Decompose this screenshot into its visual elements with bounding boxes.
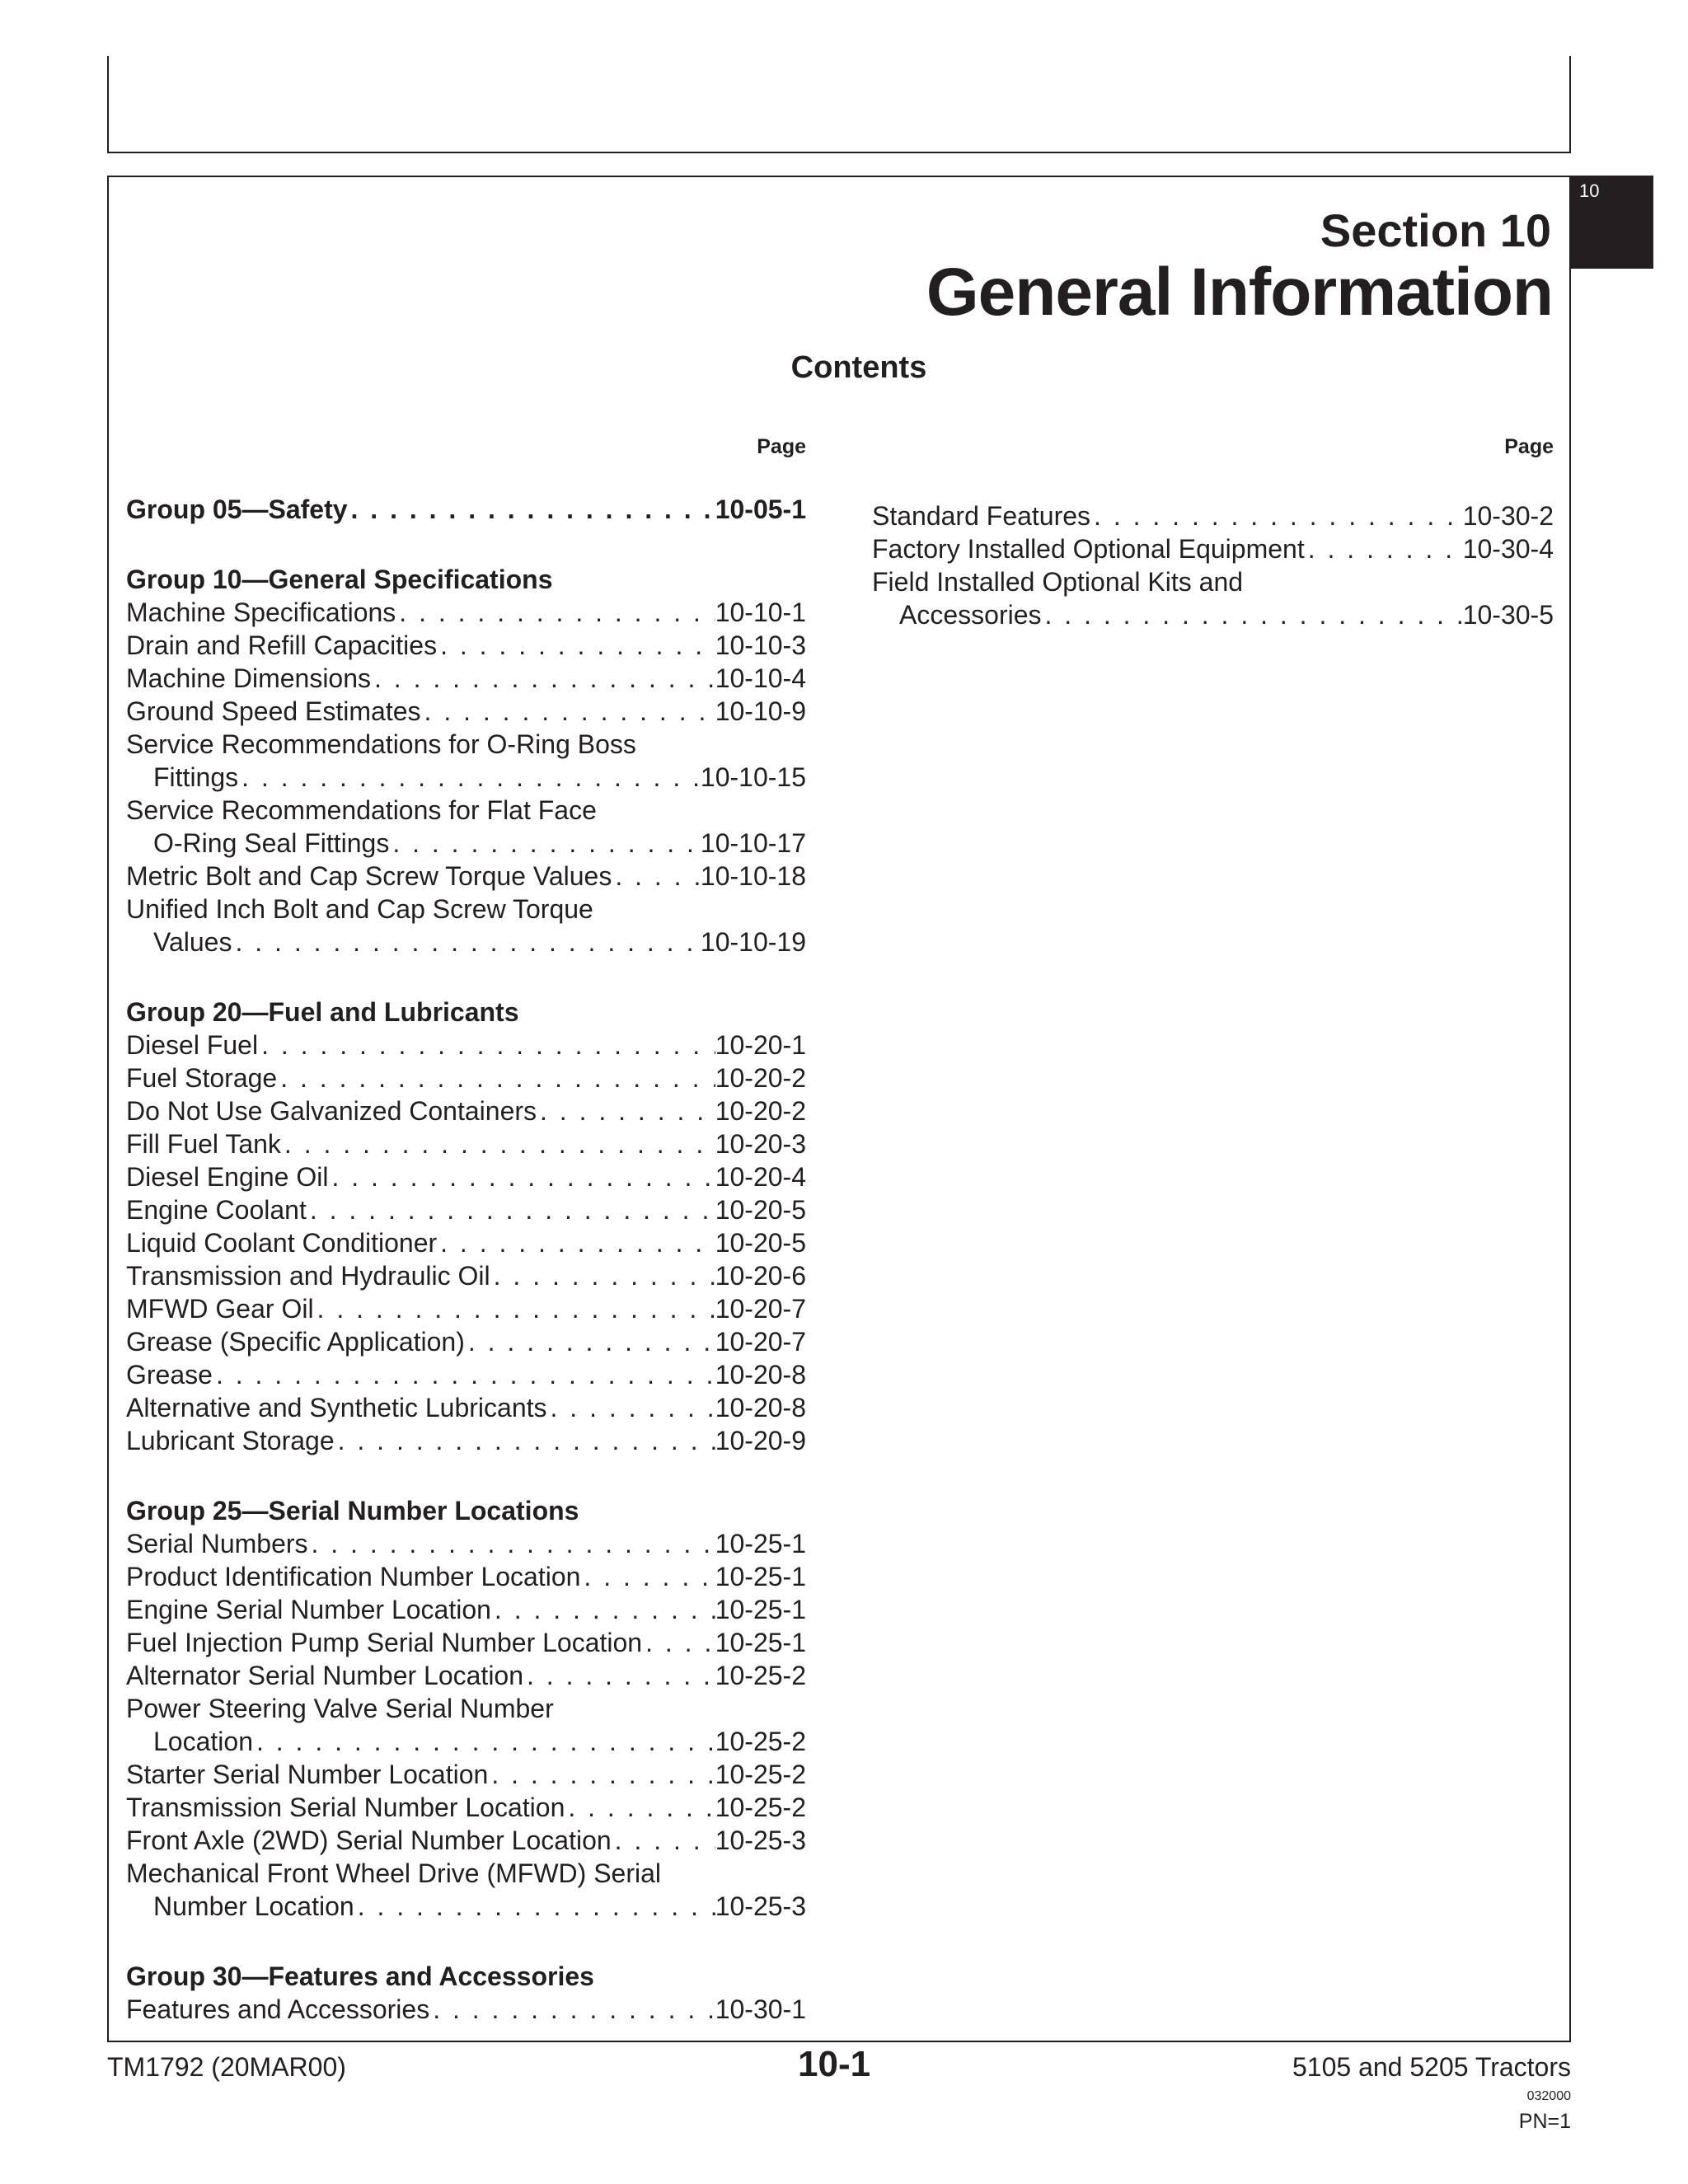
toc-label: Group 05—Safety	[126, 494, 348, 524]
toc-entry[interactable]	[126, 1791, 806, 1824]
toc-entry[interactable]	[872, 499, 1554, 532]
top-frame	[107, 56, 1571, 153]
toc-page: 10-25-1	[715, 1595, 806, 1624]
toc-entry[interactable]	[126, 1659, 806, 1692]
footer-doc-id: TM1792 (20MAR00)	[107, 2052, 346, 2082]
toc-page: 10-20-2	[715, 1096, 806, 1126]
toc-label: Alternative and Synthetic Lubricants	[126, 1393, 547, 1422]
toc-page: 10-20-8	[715, 1393, 806, 1422]
toc-label: Location	[153, 1727, 253, 1756]
toc-label: Engine Coolant	[126, 1195, 307, 1225]
toc-label: Machine Dimensions	[126, 663, 372, 693]
toc-entry[interactable]	[126, 1358, 806, 1391]
toc-page: 10-25-1	[715, 1628, 806, 1657]
toc-page: 10-10-17	[700, 828, 806, 858]
toc-entry-line1[interactable]: Mechanical Front Wheel Drive (MFWD) Serial	[126, 1858, 662, 1888]
toc-page: 10-20-4	[715, 1162, 806, 1192]
toc-page: 10-25-3	[715, 1891, 806, 1921]
toc-page: 10-30-1	[715, 1994, 806, 2024]
toc-label: Machine Specifications	[126, 598, 396, 627]
toc-label: Engine Serial Number Location	[126, 1595, 491, 1624]
toc-label: Product Identification Number Location	[126, 1562, 581, 1591]
section-title: General Information	[926, 255, 1553, 330]
toc-entry[interactable]	[126, 1824, 806, 1857]
page-column-header: Page	[757, 435, 806, 458]
toc-group-05[interactable]	[126, 493, 806, 526]
toc-page: 10-10-4	[715, 663, 806, 693]
toc-right-column	[872, 435, 1554, 631]
toc-entry[interactable]	[126, 1560, 806, 1593]
toc-entry-line1[interactable]: Power Steering Valve Serial Number	[126, 1694, 554, 1723]
toc-entry[interactable]	[872, 598, 1554, 631]
toc-entry[interactable]	[126, 1259, 806, 1292]
toc-group-30-heading: Group 30—Features and Accessories	[126, 1961, 594, 1991]
toc-entry[interactable]	[126, 1226, 806, 1259]
toc-page: 10-30-5	[1462, 600, 1554, 630]
toc-page: 10-25-2	[715, 1727, 806, 1756]
toc-entry[interactable]	[126, 1424, 806, 1457]
toc-page: 10-20-5	[715, 1228, 806, 1258]
toc-page: 10-05-1	[715, 494, 806, 524]
toc-page: 10-25-2	[715, 1760, 806, 1789]
toc-label: Transmission Serial Number Location	[126, 1793, 565, 1822]
toc-label: Alternator Serial Number Location	[126, 1661, 524, 1690]
toc-entry[interactable]	[126, 1029, 806, 1062]
toc-page: 10-25-1	[715, 1562, 806, 1591]
footer-code: 032000	[1526, 2089, 1571, 2103]
toc-label: Fuel Injection Pump Serial Number Location	[126, 1628, 643, 1657]
toc-page: 10-10-15	[700, 762, 806, 792]
toc-page: 10-25-2	[715, 1793, 806, 1822]
toc-page: 10-25-1	[715, 1529, 806, 1558]
toc-entry[interactable]	[126, 1725, 806, 1758]
footer-product: 5105 and 5205 Tractors	[1292, 2052, 1571, 2082]
toc-page: 10-20-9	[715, 1426, 806, 1455]
toc-entry[interactable]	[126, 695, 806, 728]
toc-entry[interactable]	[126, 662, 806, 695]
toc-entry[interactable]	[126, 1593, 806, 1626]
toc-entry-line1[interactable]: Field Installed Optional Kits and	[872, 567, 1244, 597]
toc-entry[interactable]	[126, 761, 806, 794]
page-column-header: Page	[1504, 435, 1554, 458]
section-tab	[1571, 176, 1653, 269]
toc-page: 10-20-7	[715, 1327, 806, 1357]
footer-pn: PN=1	[1518, 2110, 1571, 2133]
toc-label: Drain and Refill Capacities	[126, 630, 438, 660]
toc-label: Liquid Coolant Conditioner	[126, 1228, 438, 1258]
toc-entry[interactable]	[126, 1193, 806, 1226]
toc-entry-line1[interactable]: Service Recommendations for Flat Face	[126, 795, 597, 825]
contents-heading: Contents	[790, 350, 927, 385]
toc-page: 10-10-19	[700, 927, 806, 957]
toc-entry[interactable]	[126, 1527, 806, 1560]
toc-page: 10-20-3	[715, 1129, 806, 1159]
toc-page: 10-10-18	[700, 861, 806, 891]
toc-left-column	[126, 435, 806, 2026]
toc-label: Accessories	[899, 600, 1042, 630]
toc-page: 10-30-4	[1462, 534, 1554, 564]
toc-group-25-heading: Group 25—Serial Number Locations	[126, 1496, 579, 1526]
toc-entry[interactable]	[126, 926, 806, 958]
toc-entry[interactable]	[126, 1062, 806, 1094]
toc-entry[interactable]	[126, 596, 806, 629]
toc-label: Serial Numbers	[126, 1529, 308, 1558]
toc-label: Features and Accessories	[126, 1994, 430, 2024]
toc-page: 10-20-8	[715, 1360, 806, 1390]
toc-entry[interactable]	[126, 1391, 806, 1424]
toc-page: 10-20-6	[715, 1261, 806, 1291]
toc-label: Fuel Storage	[126, 1063, 278, 1093]
toc-page: 10-20-5	[715, 1195, 806, 1225]
toc-entry[interactable]	[126, 827, 806, 860]
toc-label: Factory Installed Optional Equipment	[872, 534, 1305, 564]
toc-page: 10-25-3	[715, 1825, 806, 1855]
toc-entry[interactable]	[126, 1127, 806, 1160]
toc-entry[interactable]	[126, 860, 806, 893]
toc-label: MFWD Gear Oil	[126, 1294, 314, 1324]
toc-label: Fill Fuel Tank	[126, 1129, 281, 1159]
toc-label: Transmission and Hydraulic Oil	[126, 1261, 490, 1291]
toc-label: Diesel Engine Oil	[126, 1162, 329, 1192]
toc-page: 10-10-1	[715, 598, 806, 627]
toc-label: Starter Serial Number Location	[126, 1760, 489, 1789]
toc-page: 10-20-2	[715, 1063, 806, 1093]
toc-page: 10-10-9	[715, 696, 806, 726]
toc-page: 10-30-2	[1462, 501, 1554, 531]
toc-entry[interactable]	[126, 629, 806, 662]
toc-entry-line1[interactable]: Service Recommendations for O-Ring Boss	[126, 729, 636, 759]
toc-entry[interactable]	[126, 1890, 806, 1923]
footer-page-number: 10-1	[798, 2044, 871, 2084]
toc-entry[interactable]	[872, 532, 1554, 565]
toc-entry-line1[interactable]: Unified Inch Bolt and Cap Screw Torque	[126, 894, 593, 924]
toc-label: Grease (Specific Application)	[126, 1327, 465, 1357]
toc-label: O-Ring Seal Fittings	[153, 828, 390, 858]
toc-page: 10-10-3	[715, 630, 806, 660]
toc-entry[interactable]	[126, 1094, 806, 1127]
toc-label: Grease	[126, 1360, 213, 1390]
toc-group-10-heading: Group 10—General Specifications	[126, 565, 553, 594]
section-tab-label: 10	[1579, 180, 1600, 201]
toc-entry[interactable]	[126, 1758, 806, 1791]
toc-label: Standard Features	[872, 501, 1091, 531]
toc-entry[interactable]	[126, 1292, 806, 1325]
section-number: Section 10	[1320, 204, 1551, 256]
toc-label: Values	[153, 927, 232, 957]
toc-label: Lubricant Storage	[126, 1426, 335, 1455]
toc-page: 10-20-1	[715, 1030, 806, 1060]
toc-page: 10-20-7	[715, 1294, 806, 1324]
toc-entry[interactable]	[126, 1160, 806, 1193]
toc-label: Do Not Use Galvanized Containers	[126, 1096, 537, 1126]
toc-entry[interactable]	[126, 1626, 806, 1659]
toc-label: Diesel Fuel	[126, 1030, 259, 1060]
toc-label: Number Location	[153, 1891, 354, 1921]
toc-entry[interactable]	[126, 1325, 806, 1358]
toc-entry[interactable]	[126, 1993, 806, 2026]
toc-group-20-heading: Group 20—Fuel and Lubricants	[126, 997, 519, 1027]
toc-label: Fittings	[153, 762, 239, 792]
toc-label: Metric Bolt and Cap Screw Torque Values	[126, 861, 612, 891]
toc-page: 10-25-2	[715, 1661, 806, 1690]
toc-label: Front Axle (2WD) Serial Number Location	[126, 1825, 612, 1855]
toc-label: Ground Speed Estimates	[126, 696, 421, 726]
